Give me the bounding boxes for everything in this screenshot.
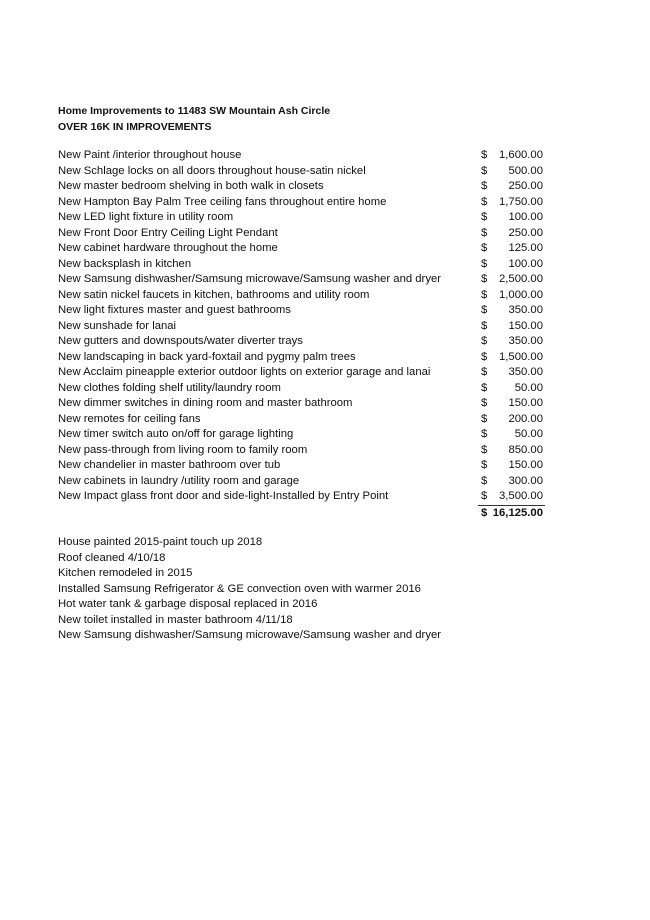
currency-symbol: $ — [481, 195, 488, 208]
currency-symbol: $ — [481, 242, 488, 254]
item-amount: 350.00 — [508, 304, 543, 316]
currency-symbol: $ — [481, 211, 488, 223]
item-description: New remotes for ceiling fans — [58, 412, 201, 425]
list-item — [58, 195, 558, 211]
list-item — [58, 474, 558, 490]
list-item — [58, 226, 558, 242]
list-item — [58, 365, 558, 381]
item-amount: 50.00 — [514, 428, 543, 440]
list-item — [58, 427, 558, 443]
item-description: New satin nickel faucets in kitchen, bathrooms and utility room — [58, 288, 370, 301]
currency-symbol: $ — [481, 381, 488, 394]
item-amount: 300.00 — [508, 474, 543, 487]
note-line: Hot water tank & garbage disposal replaced in 2016 — [58, 598, 318, 610]
list-item — [58, 350, 558, 366]
item-description: New dimmer switches in dining room and master bathroom — [58, 397, 353, 409]
currency-symbol: $ — [481, 490, 488, 502]
item-amount: 3,500.00 — [499, 490, 543, 502]
total-underline — [478, 505, 545, 506]
item-description: New chandelier in master bathroom over tub — [58, 459, 281, 471]
currency-symbol: $ — [481, 366, 488, 378]
note-line: House painted 2015-paint touch up 2018 — [58, 536, 263, 548]
item-amount: 850.00 — [508, 443, 543, 456]
item-amount: 1,500.00 — [499, 350, 543, 363]
item-amount: 100.00 — [508, 257, 543, 270]
document-subtitle: OVER 16K IN IMPROVEMENTS — [58, 120, 212, 133]
total-row — [58, 505, 558, 521]
list-item — [58, 381, 558, 397]
notes-list — [58, 535, 441, 644]
item-description: New landscaping in back yard-foxtail and pygmy palm trees — [58, 350, 356, 363]
improvements-list — [58, 148, 558, 521]
list-item — [58, 257, 558, 273]
item-description: New Samsung dishwasher/Samsung microwave/Samsung washer and dryer — [58, 273, 442, 285]
list-item — [58, 272, 558, 288]
list-item — [58, 458, 558, 474]
item-description: New Acclaim pineapple exterior outdoor lights on exterior garage and lanai — [58, 366, 431, 378]
currency-symbol: $ — [481, 304, 488, 316]
currency-symbol: $ — [481, 180, 488, 192]
currency-symbol: $ — [481, 350, 488, 363]
currency-symbol: $ — [481, 335, 488, 347]
list-item — [58, 241, 558, 257]
currency-symbol: $ — [481, 226, 488, 239]
list-item — [58, 148, 558, 164]
currency-symbol: $ — [481, 164, 488, 177]
currency-symbol: $ — [481, 474, 488, 487]
item-description: New LED light fixture in utility room — [58, 211, 234, 223]
item-amount: 350.00 — [508, 366, 543, 378]
item-amount: 1,000.00 — [499, 288, 543, 301]
list-item — [58, 179, 558, 195]
item-description: New gutters and downspouts/water diverter trays — [58, 335, 303, 347]
item-description: New light fixtures master and guest bathrooms — [58, 304, 291, 316]
list-item — [58, 396, 558, 412]
item-amount: 125.00 — [508, 242, 543, 254]
item-amount: 500.00 — [508, 164, 543, 177]
document-header — [58, 104, 330, 135]
item-description: New master bedroom shelving in both walk in closets — [58, 180, 324, 192]
note-line: New toilet installed in master bathroom 4/11/18 — [58, 613, 293, 626]
list-item — [58, 288, 558, 304]
item-description: New pass-through from living room to family room — [58, 443, 308, 456]
item-amount: 250.00 — [508, 180, 543, 192]
currency-symbol: $ — [481, 397, 488, 409]
currency-symbol: $ — [481, 443, 488, 456]
item-description: New timer switch auto on/off for garage lighting — [58, 428, 294, 440]
currency-symbol: $ — [481, 412, 488, 425]
note-line: Installed Samsung Refrigerator & GE convection oven with warmer 2016 — [58, 582, 421, 595]
item-amount: 250.00 — [508, 226, 543, 239]
item-amount: 50.00 — [514, 381, 543, 394]
item-description: New Impact glass front door and side-light-Installed by Entry Point — [58, 490, 389, 502]
note-line: New Samsung dishwasher/Samsung microwave/Samsung washer and dryer — [58, 629, 442, 641]
item-description: New Schlage locks on all doors throughout house-satin nickel — [58, 164, 366, 177]
list-item — [58, 489, 558, 505]
list-item — [58, 164, 558, 180]
list-item — [58, 210, 558, 226]
item-amount: 150.00 — [508, 319, 543, 332]
item-description: New clothes folding shelf utility/laundry room — [58, 381, 281, 394]
currency-symbol: $ — [481, 257, 488, 270]
note-line: Roof cleaned 4/10/18 — [58, 551, 166, 564]
list-item — [58, 412, 558, 428]
item-description: New sunshade for lanai — [58, 319, 177, 332]
list-item — [58, 443, 558, 459]
total-amount: 16,125.00 — [492, 506, 543, 519]
currency-symbol: $ — [481, 149, 488, 161]
item-description: New Hampton Bay Palm Tree ceiling fans throughout entire home — [58, 195, 387, 208]
item-amount: 200.00 — [508, 412, 543, 425]
currency-symbol: $ — [481, 428, 488, 440]
item-description: New Front Door Entry Ceiling Light Pendant — [58, 226, 278, 239]
item-amount: 150.00 — [508, 459, 543, 471]
currency-symbol: $ — [481, 319, 488, 332]
list-item — [58, 319, 558, 335]
item-amount: 2,500.00 — [499, 273, 543, 285]
list-item — [58, 303, 558, 319]
document-title: Home Improvements to 11483 SW Mountain Ash Circle — [58, 105, 331, 117]
item-description: New backsplash in kitchen — [58, 257, 192, 270]
item-description: New cabinet hardware throughout the home — [58, 242, 278, 254]
currency-symbol: $ — [481, 288, 488, 301]
item-amount: 1,600.00 — [499, 149, 543, 161]
item-description: New Paint /interior throughout house — [58, 149, 242, 161]
item-amount: 100.00 — [508, 211, 543, 223]
list-item — [58, 334, 558, 350]
item-amount: 1,750.00 — [499, 195, 543, 208]
item-description: New cabinets in laundry /utility room and garage — [58, 474, 300, 487]
currency-symbol: $ — [481, 273, 488, 285]
item-amount: 150.00 — [508, 397, 543, 409]
item-amount: 350.00 — [508, 335, 543, 347]
total-currency-symbol: $ — [481, 506, 488, 519]
note-line: Kitchen remodeled in 2015 — [58, 567, 193, 579]
currency-symbol: $ — [481, 459, 488, 471]
